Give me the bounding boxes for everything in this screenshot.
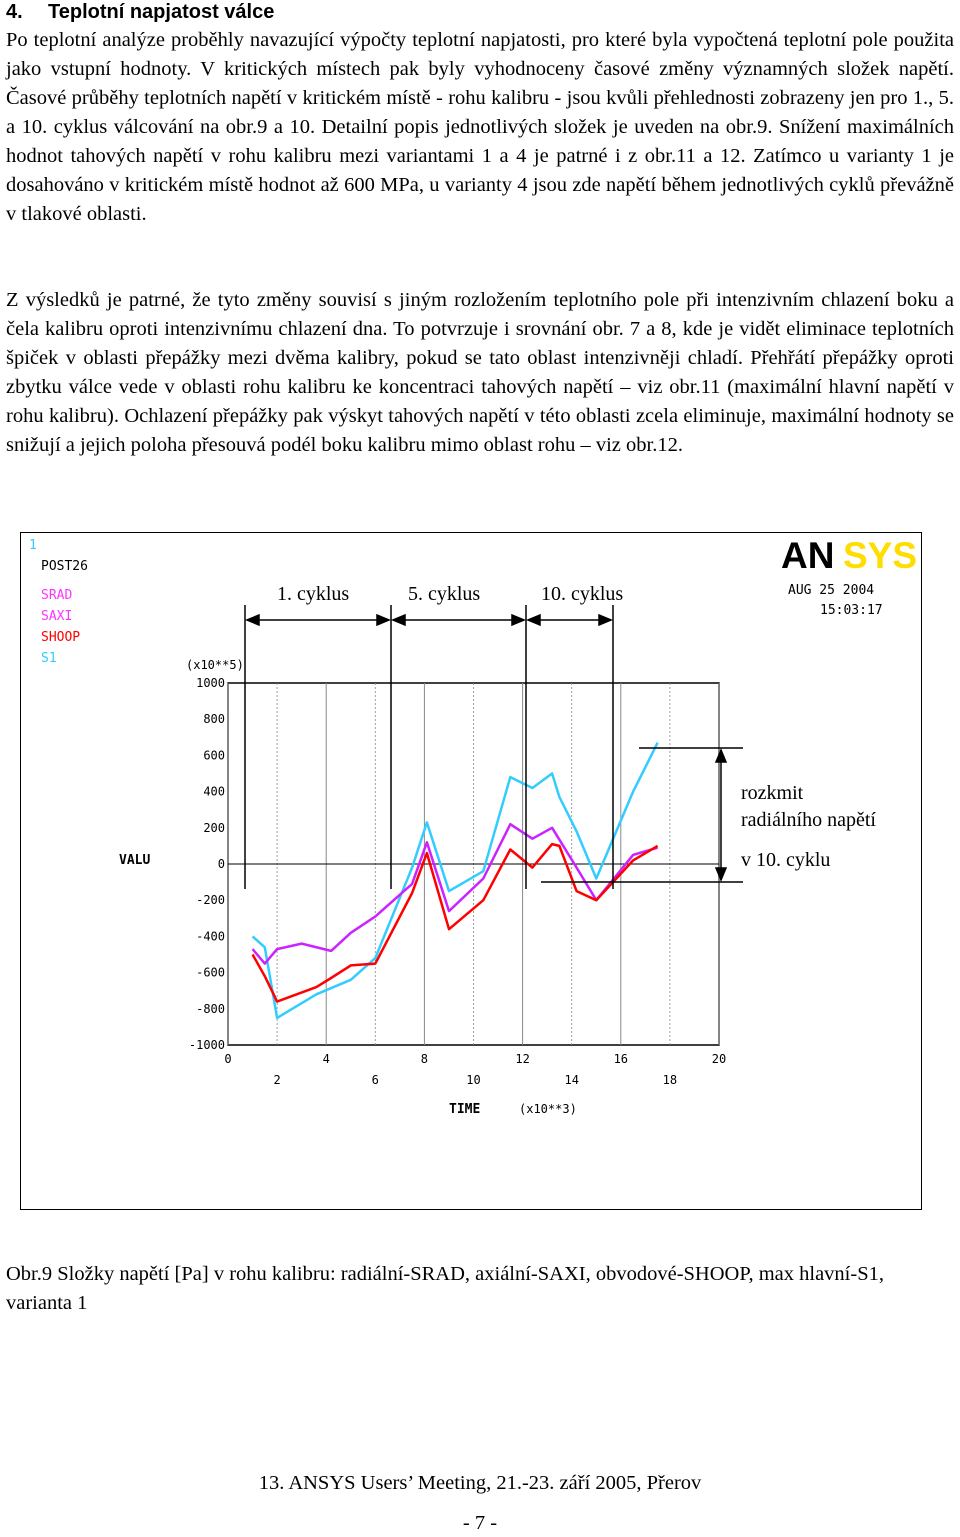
range-note-line-2: radiálního napětí <box>741 809 876 831</box>
y-tick-labels <box>189 676 225 1052</box>
plot-date: AUG 25 2004 <box>788 583 875 598</box>
ansys-logo-sys: SYS <box>843 535 918 576</box>
range-note-line-1: rozkmit <box>741 782 804 804</box>
x-tick-label: 16 <box>613 1052 629 1066</box>
y-tick-label: -1000 <box>188 1038 225 1052</box>
y-tick-label: 0 <box>217 857 225 871</box>
page-number: - 7 - <box>462 1512 498 1534</box>
arrowhead <box>512 615 524 625</box>
y-multiplier: (x10**5) <box>186 658 244 672</box>
x-axis-label: TIME <box>449 1102 481 1117</box>
x-tick-label: 0 <box>224 1052 232 1066</box>
legend-srad: SRAD <box>41 588 73 603</box>
paragraph-2: Z výsledků je patrné, že tyto změny souvisí s jiným rozložením teplotního pole při intenzivním chlazení boku a čela kalibru oproti intenzivnímu chlazení dna. To potvrzuje i srovnání obr. 7 a 8, kde je vidět eliminace teplotních špiček v oblasti přepážky mezi dvěma kalibry, pokud se tato oblast intenzivněji chladí. Přehřátí přepážky oproti zbytku válce vede v oblasti rohu kalibru ke koncentraci tahových napětí – viz obr.11 (maximální hlavní napětí v rohu kalibru). Ochlazení přepážky pak výskyt tahových napětí v této oblasti zcela eliminuje, maximální hodnoty se snižují a jejich poloha přesouvá podél boku kalibru mimo oblast rohu – viz obr.12. <box>6 289 954 456</box>
x-multiplier: (x10**3) <box>519 1102 577 1116</box>
x-tick-label: 4 <box>322 1052 330 1066</box>
legend-saxi: SAXI <box>41 609 73 624</box>
x-tick-label: 20 <box>711 1052 727 1066</box>
arrowhead <box>247 615 259 625</box>
arrowhead <box>599 615 611 625</box>
plot-time: 15:03:17 <box>820 603 883 618</box>
cycle-label-10: 10. cyklus <box>541 583 624 605</box>
y-tick-label: -800 <box>196 1001 225 1016</box>
x-tick-labels <box>224 1052 726 1087</box>
y-axis-label: VALU <box>119 853 151 868</box>
section-title: Teplotní napjatost válce <box>48 1 275 23</box>
y-tick-label: 800 <box>203 712 225 727</box>
y-tick-label: 600 <box>203 748 225 763</box>
paragraph-1: Po teplotní analýze proběhly navazující výpočty teplotní napjatosti, pro které byla vypočtená teplotní pole použita jako vstupní hodnoty. V kritických místech pak byly vyhodnoceny časové změny významných složek napětí. Časové průběhy teplotních napětí v kritickém místě - rohu kalibru - jsou kvůli přehlednosti zobrazeny jen pro 1., 5. a 10. cyklus válcování na obr.9 a 10. Detailní popis jednotlivých složek je uveden na obr.9. Snížení maximálních hodnot tahových napětí v rohu kalibru mezi variantami 1 a 4 je patrné i z obr.11 a 12. Zatímco u varianty 1 je dosahováno v kritickém místě hodnot až 600 MPa, u varianty 4 jsou zde napětí během jednotlivých cyklů převážně v tlakové oblasti. <box>6 29 954 225</box>
y-tick-label: -400 <box>196 929 225 944</box>
window-number: 1 <box>29 538 37 553</box>
x-tick-label: 12 <box>515 1052 530 1066</box>
x-tick-label: 8 <box>420 1052 429 1066</box>
ansys-logo-ans: AN <box>781 535 835 576</box>
section-number: 4. <box>6 1 23 23</box>
cycle-label-1: 1. cyklus <box>277 583 350 605</box>
x-tick-label: 2 <box>273 1073 281 1087</box>
x-tick-label: 14 <box>564 1073 579 1087</box>
ansys-figure <box>20 532 922 1210</box>
figure-caption: Obr.9 Složky napětí [Pa] v rohu kalibru: radiální-SRAD, axiální-SAXI, obvodové-SHOOP, max hlavní-S1, varianta 1 <box>6 1263 884 1314</box>
x-tick-label: 6 <box>371 1073 379 1087</box>
y-tick-label: 400 <box>203 784 225 799</box>
legend-s1: S1 <box>41 651 57 666</box>
y-tick-label: 200 <box>203 820 225 835</box>
y-tick-label: -600 <box>196 965 225 980</box>
post-label: POST26 <box>41 559 88 574</box>
stress-chart <box>21 533 921 1209</box>
cycle-label-5: 5. cyklus <box>408 583 481 605</box>
y-tick-label: 1000 <box>196 676 225 690</box>
y-tick-label: -200 <box>196 893 225 908</box>
section-heading <box>6 0 274 24</box>
arrowhead <box>377 615 389 625</box>
arrowhead <box>393 615 405 625</box>
x-tick-label: 18 <box>662 1073 678 1087</box>
x-tick-label: 10 <box>466 1073 481 1087</box>
range-note-line-3: v 10. cyklu <box>741 849 831 871</box>
arrowhead <box>528 615 540 625</box>
legend-shoop: SHOOP <box>41 630 81 645</box>
footer-conference: 13. ANSYS Users’ Meeting, 21.-23. září 2005, Přerov <box>258 1472 702 1494</box>
